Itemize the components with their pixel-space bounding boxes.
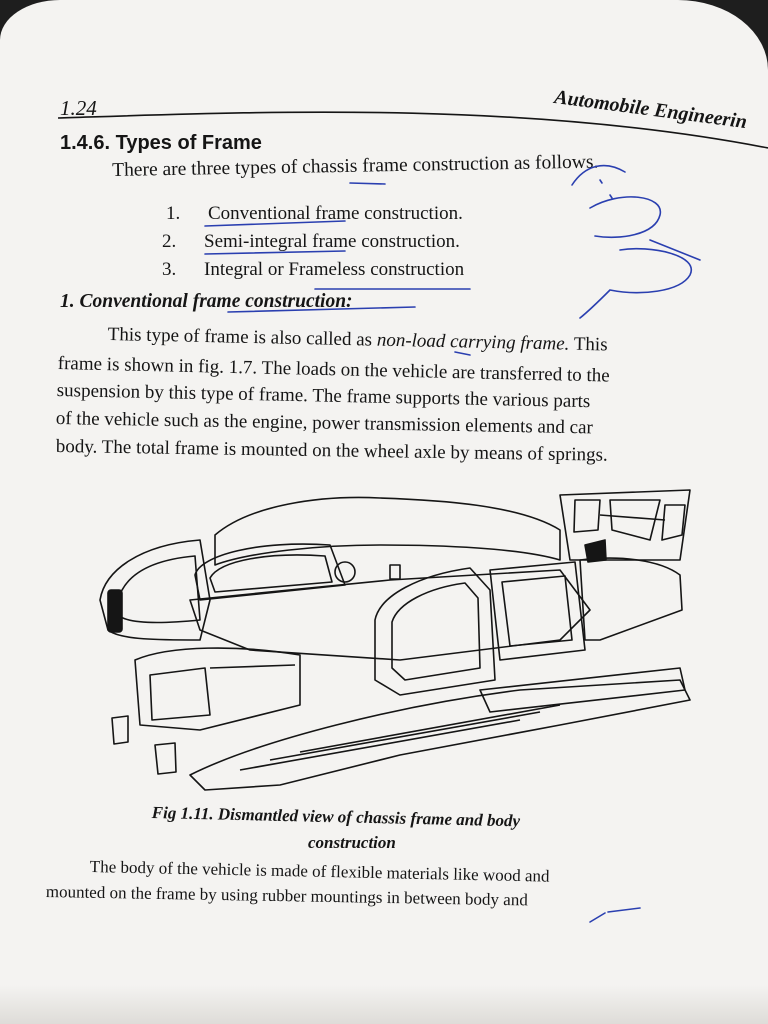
- underline-mark: [205, 251, 345, 254]
- pen-dot: [610, 195, 612, 198]
- paragraph-line: body. The total frame is mounted on the wheel axle by means of springs.: [55, 436, 608, 466]
- handwritten-three: [580, 249, 691, 318]
- section-intro: There are three types of chassis frame construction as follows.: [112, 151, 599, 181]
- paragraph-line: mounted on the frame by using rubber mountings in between body and: [45, 882, 528, 910]
- list-text: Conventional frame construction.: [208, 203, 463, 224]
- paragraph-text: This type of frame is also called as: [107, 324, 378, 351]
- list-number: 2.: [162, 231, 177, 252]
- pen-dot: [600, 180, 602, 183]
- paragraph-line: suspension by this type of frame. The frame supports the various parts: [56, 380, 591, 413]
- handwritten-three: [590, 197, 660, 237]
- underline-mark: [350, 183, 385, 184]
- pen-mark: [455, 352, 470, 355]
- figure-caption-cont: construction: [308, 833, 396, 852]
- paragraph-line: of the vehicle such as the engine, power transmission elements and car: [55, 408, 594, 439]
- list-number: 1.: [166, 203, 181, 224]
- emphasis-term: non-load carrying frame.: [376, 329, 570, 355]
- underline-mark: [608, 908, 640, 912]
- pen-stroke: [590, 913, 605, 922]
- underline-mark: [228, 307, 415, 312]
- figure-caption: Fig 1.11. Dismantled view of chassis frame and body: [151, 803, 521, 831]
- page-number: 1.24: [60, 96, 97, 120]
- underline-mark: [205, 221, 345, 226]
- paragraph-line: frame is shown in fig. 1.7. The loads on the vehicle are transferred to the: [57, 353, 610, 387]
- list-text: Integral or Frameless construction: [204, 259, 465, 280]
- subsection-title: 1. Conventional frame construction:: [60, 291, 353, 312]
- paragraph-text: This: [569, 333, 608, 356]
- list-number: 3.: [162, 259, 177, 280]
- pen-stroke: [572, 166, 625, 185]
- list-text: Semi-integral frame construction.: [204, 231, 460, 252]
- running-head: Automobile Engineerin: [553, 86, 749, 134]
- section-title: 1.4.6. Types of Frame: [60, 132, 262, 154]
- paragraph-line: The body of the vehicle is made of flexible materials like wood and: [89, 857, 550, 886]
